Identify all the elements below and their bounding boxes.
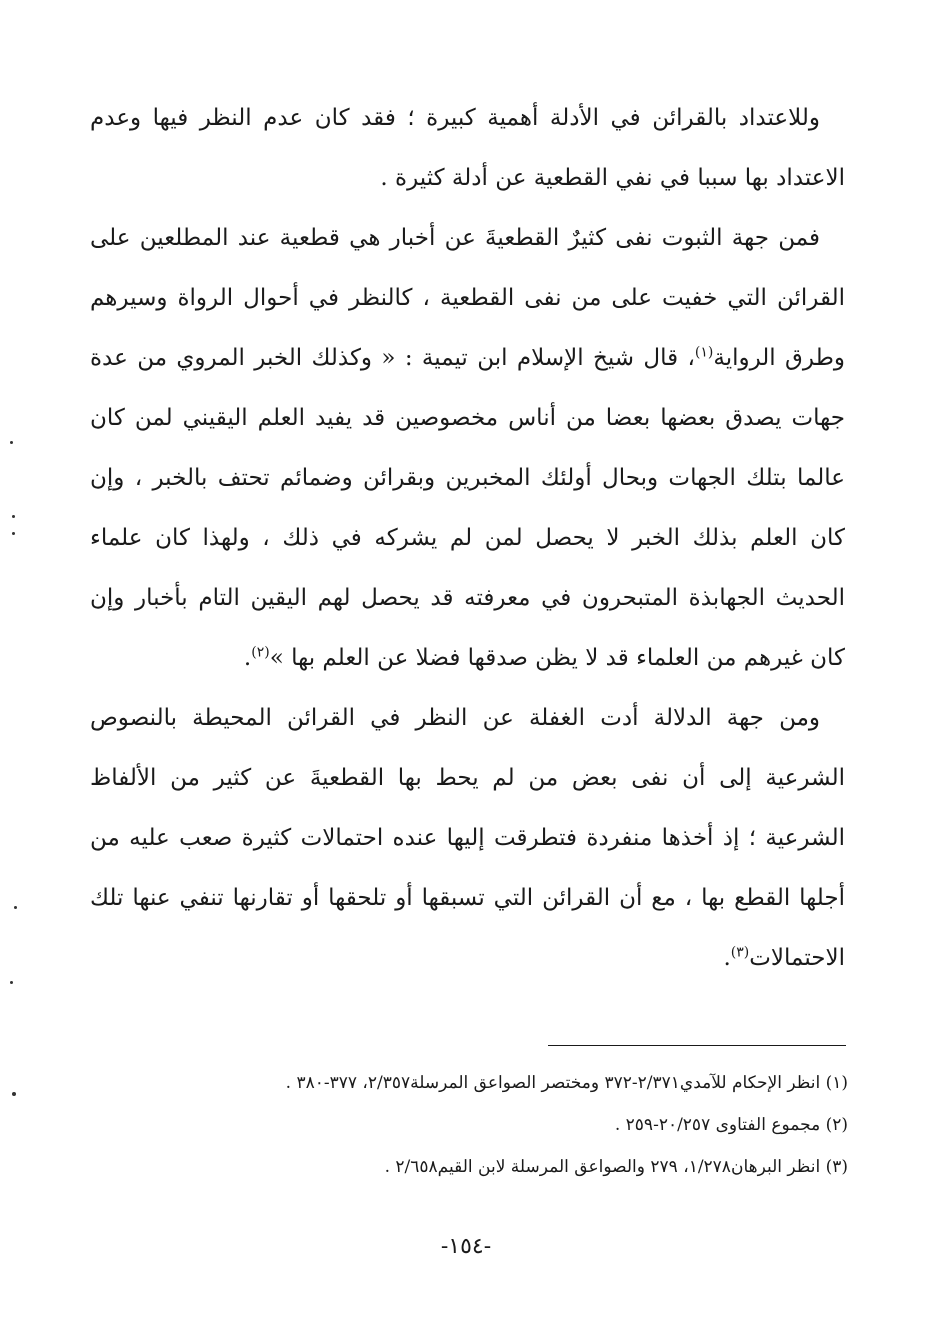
paragraph-transmission: [90, 208, 845, 688]
scan-speck: [10, 441, 13, 444]
paragraph-text: فمن جهة الثبوت نفى كثيرٌ القطعيةَ عن أخبار هي قطعية عند المطلعين على القرائن التي خفيت على من نفى القطعية ، كالنظر في أحوال الرواة وسيرهم وطرق الرواية: [90, 225, 845, 371]
footnote-marker: (٣): [730, 944, 750, 961]
footnote-2: (٢) مجموع الفتاوى ٢٠/٢٥٧-٢٥٩ .: [614, 1115, 848, 1135]
paragraph-text: ومن جهة الدلالة أدت الغفلة عن النظر في القرائن المحيطة بالنصوص الشرعية إلى أن نفى بعض من لم يحط بها القطعيةَ عن كثير من الألفاظ الشرعية ؛ إذ أخذها منفردة فتطرقت إليها عنده احتمالات كثيرة صعب عليه من أجلها القطع بها ، مع أن القرائن التي تسبقها أو تلحقها أو تقارنها تنفي عنها تلك الاحتمالات: [90, 705, 845, 971]
footnote-marker: (١): [694, 344, 714, 361]
footnote-marker: (٢): [251, 644, 270, 661]
footnote-separator: [548, 1045, 846, 1046]
paragraph-importance: [90, 88, 845, 208]
footnote-3: (٣) انظر البرهان١/٢٧٨، ٢٧٩ والصواعق المرسلة لابن القيم٢/٦٥٨ .: [384, 1157, 848, 1177]
paragraph-indication: [90, 688, 845, 988]
scan-speck: [14, 906, 17, 909]
scan-speck: [12, 515, 15, 518]
page-number: -١٥٤-: [440, 1234, 492, 1259]
paragraph-text: ، قال شيخ الإسلام ابن تيمية : « وكذلك الخبر المروي من عدة جهات يصدق بعضها بعضا من أناس مخصوصين قد يفيد العلم اليقيني لمن كان عالما بتلك الجهات وبحال أولئك المخبرين وبقرائن وضمائم تحتف بالخبر ، وإن كان العلم بذلك الخبر لا يحصل لمن لم يشركه في ذلك ، ولهذا كان علماء الحديث الجهابذة المتبحرون في معرفته قد يحصل لهم اليقين التام بأخبار وإن كان غيرهم من العلماء قد لا يظن صدقها فضلا عن العلم بها »: [90, 345, 845, 671]
paragraph-text: .: [723, 945, 731, 971]
scan-speck: [12, 532, 15, 535]
main-text: [90, 88, 845, 988]
paragraph-text: .: [243, 645, 252, 671]
scan-speck: [10, 981, 13, 984]
footnotes: [90, 1062, 848, 1188]
footnote-1: (١) انظر الإحكام للآمدي٢/٣٧١-٣٧٢ ومختصر الصواعق المرسلة٢/٣٥٧، ٣٧٧-٣٨٠ .: [285, 1073, 848, 1093]
scan-speck: [12, 1092, 16, 1096]
paragraph-text: وللاعتداد بالقرائن في الأدلة أهمية كبيرة ؛ فقد كان عدم النظر فيها وعدم الاعتداد بها سببا في نفي القطعية عن أدلة كثيرة .: [90, 105, 845, 191]
